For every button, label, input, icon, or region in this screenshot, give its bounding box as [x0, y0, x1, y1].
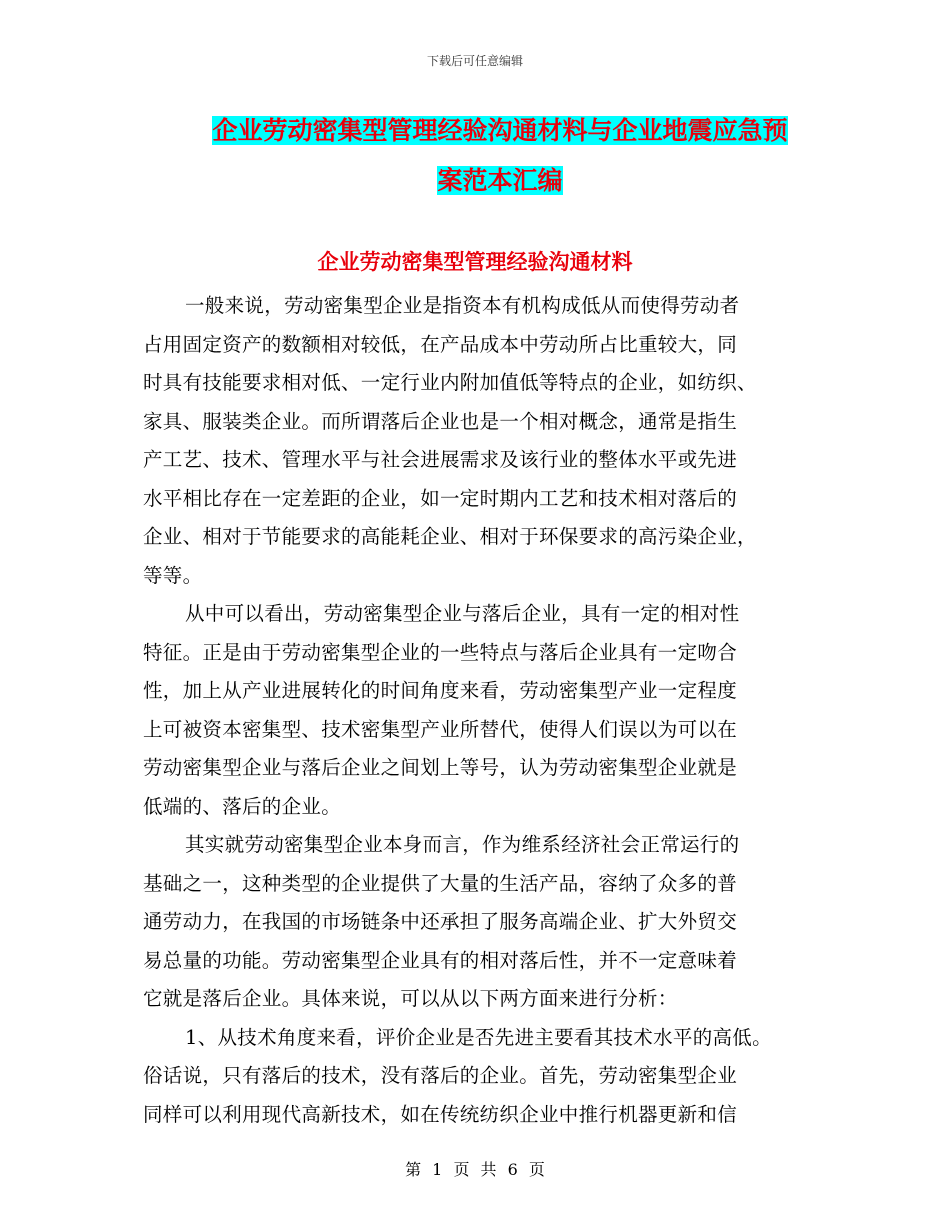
- text-line: 占用固定资产的数额相对较低，在产品成本中劳动所占比重较大，同: [143, 332, 738, 356]
- text-line: 特征。正是由于劳动密集型企业的一些特点与落后企业具有一定吻合: [143, 640, 738, 664]
- text-line: 水平相比存在一定差距的企业，如一定时期内工艺和技术相对落后的: [143, 486, 738, 510]
- header-note: 下载后可任意编辑: [426, 54, 523, 68]
- text-line: 1、从技术角度来看，评价企业是否先进主要看其技术水平的高低。: [185, 1025, 772, 1049]
- section-title: 企业劳动密集型管理经验沟通材料: [317, 250, 633, 274]
- text-line: 其实就劳动密集型企业本身而言，作为维系经济社会正常运行的: [185, 833, 740, 856]
- text-line: 它就是落后企业。具体来说，可以从以下两方面来进行分析：: [143, 987, 678, 1010]
- text-line: 基础之一，这种类型的企业提供了大量的生活产品，容纳了众多的普: [143, 871, 738, 895]
- text-line: 等等。: [143, 563, 203, 587]
- page-footer: 第 1 页 共 6 页: [405, 1160, 545, 1179]
- document-title-line-2: 案范本汇编: [437, 166, 563, 195]
- text-line: 性，加上从产业进展转化的时间角度来看，劳动密集型产业一定程度: [143, 679, 738, 702]
- text-line: 上可被资本密集型、技术密集型产业所替代，使得人们误以为可以在: [143, 717, 738, 741]
- text-line: 从中可以看出，劳动密集型企业与落后企业，具有一定的相对性: [185, 602, 740, 625]
- text-line: 企业、相对于节能要求的高能耗企业、相对于环保要求的高污染企业，: [143, 525, 757, 548]
- text-line: 产工艺、技术、管理水平与社会进展需求及该行业的整体水平或先进: [143, 448, 738, 471]
- text-line: 时具有技能要求相对低、一定行业内附加值低等特点的企业，如纺织、: [143, 371, 757, 394]
- text-line: 一般来说，劳动密集型企业是指资本有机构成低从而使得劳动者: [185, 294, 740, 317]
- text-line: 通劳动力，在我国的市场链条中还承担了服务高端企业、扩大外贸交: [143, 910, 738, 933]
- text-line: 俗话说，只有落后的技术，没有落后的企业。首先，劳动密集型企业: [143, 1064, 738, 1087]
- text-line: 家具、服装类企业。而所谓落后企业也是一个相对概念，通常是指生: [143, 409, 738, 433]
- text-line: 劳动密集型企业与落后企业之间划上等号，认为劳动密集型企业就是: [143, 756, 738, 779]
- document-title: [150, 106, 850, 206]
- text-line: 低端的、落后的企业。: [143, 794, 342, 818]
- body-text: [143, 287, 833, 1134]
- document-title-line-1: 企业劳动密集型管理经验沟通材料与企业地震应急预: [212, 116, 788, 145]
- text-line: 易总量的功能。劳动密集型企业具有的相对落后性，并不一定意味着: [143, 948, 738, 972]
- text-line: 同样可以利用现代高新技术，如在传统纺织企业中推行机器更新和信: [143, 1102, 738, 1126]
